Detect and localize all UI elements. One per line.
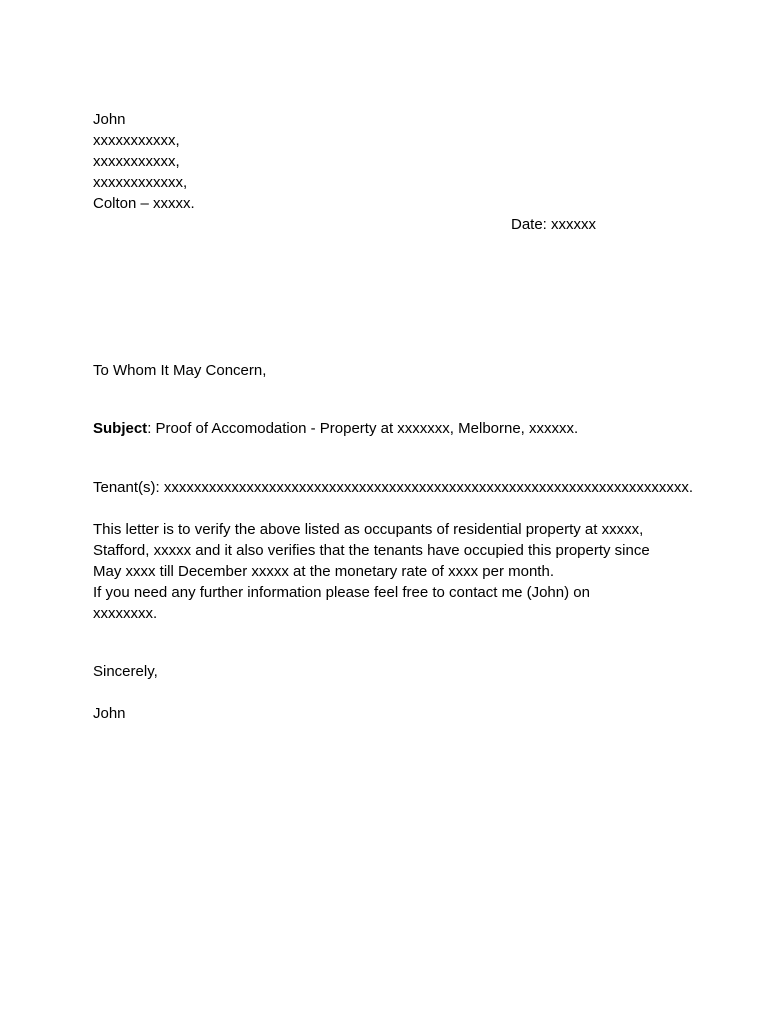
body-line: Stafford, xxxxx and it also verifies that the tenants have occupied this property since [93, 542, 650, 559]
letter-body [93, 519, 683, 624]
date-label: Date: [511, 216, 547, 233]
subject-line [93, 418, 578, 439]
sender-name: John [93, 111, 126, 128]
sender-address-line-1: xxxxxxxxxxx, [93, 132, 180, 149]
tenants-value: xxxxxxxxxxxxxxxxxxxxxxxxxxxxxxxxxxxxxxxxxxxxxxxxxxxxxxxxxxxxxxxxxxxxxx. [163, 479, 694, 496]
subject-text: : Proof of Accomodation - Property at xxxxxxx, Melborne, xxxxxx. [147, 420, 579, 437]
salutation: To Whom It May Concern, [93, 362, 267, 379]
body-line: This letter is to verify the above listed as occupants of residential property at xxxxx, [93, 521, 644, 538]
subject-label: Subject [93, 420, 148, 437]
tenants-label: Tenant(s): [93, 479, 160, 496]
body-line: xxxxxxxx. [93, 605, 158, 622]
sender-address-line-4: Colton – xxxxx. [93, 195, 195, 212]
closing: Sincerely, [93, 663, 158, 680]
sender-address-block [93, 109, 195, 214]
body-line: May xxxx till December xxxxx at the monetary rate of xxxx per month. [93, 563, 554, 580]
letter-date [511, 214, 596, 235]
date-value: xxxxxx [551, 216, 597, 233]
sender-address-line-3: xxxxxxxxxxxx, [93, 174, 188, 191]
body-line: If you need any further information please feel free to contact me (John) on [93, 584, 590, 601]
tenants-line [93, 477, 693, 498]
sender-address-line-2: xxxxxxxxxxx, [93, 153, 180, 170]
signature-name: John [93, 705, 126, 722]
